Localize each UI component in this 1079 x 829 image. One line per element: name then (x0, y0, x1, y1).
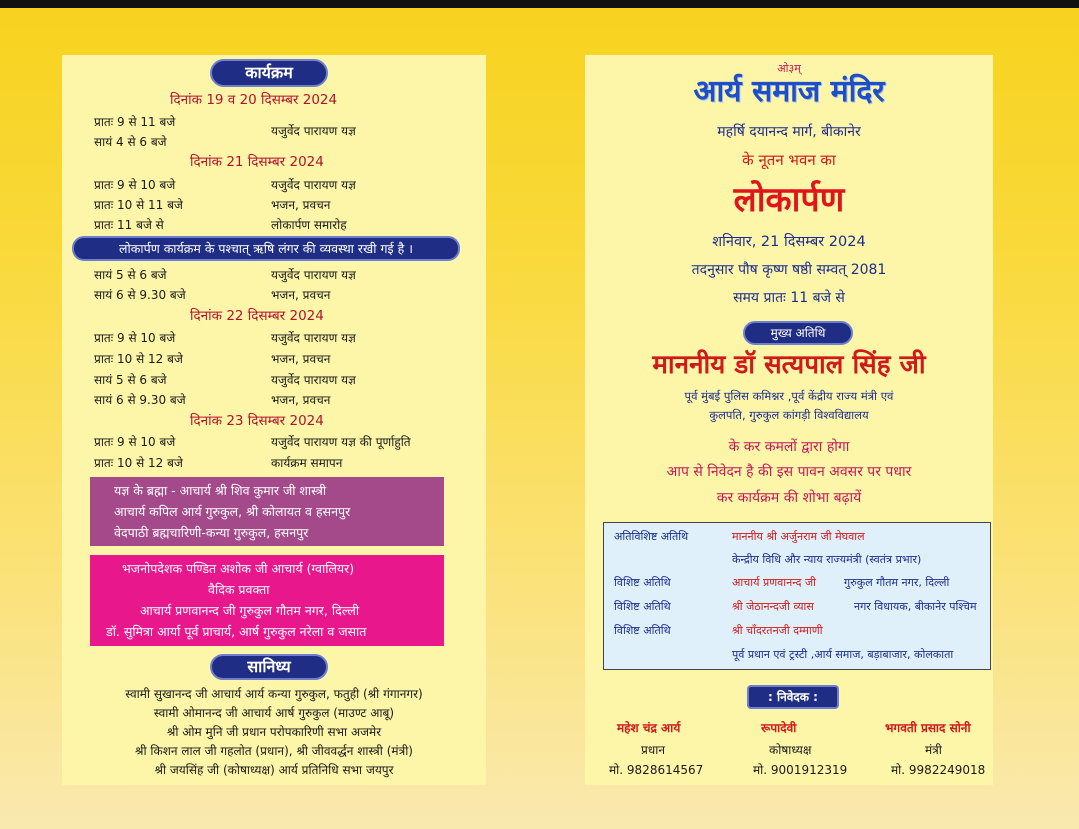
guest-name: माननीय श्री अर्जुनराम जी मेघवाल (732, 530, 865, 543)
nivedak-label: : निवेदक : (747, 685, 839, 709)
guest-role: अतिविशिष्ट अतिथि (614, 530, 689, 543)
guest-role: विशिष्ट अतिथि (614, 624, 671, 637)
guest-desc: नगर विधायक, बीकानेर पश्चिम (854, 600, 977, 613)
contact-name: रूपादेवी (761, 721, 797, 735)
schedule-time: प्रातः 9 से 10 बजे (94, 178, 176, 192)
headline: लोकार्पण (733, 180, 845, 220)
program-title: कार्यक्रम (210, 59, 328, 87)
schedule-event: भजन, प्रवचन (271, 198, 331, 212)
schedule-time: प्रातः 9 से 10 बजे (94, 331, 176, 345)
schedule-time: प्रातः 10 से 12 बजे (94, 456, 183, 470)
schedule-event: यजुर्वेद पारायण यज्ञ (271, 268, 356, 282)
contact-post: प्रधान (641, 743, 665, 757)
box-line: वैदिक प्रवक्ता (208, 582, 270, 597)
schedule-time: सायं 4 से 6 बजे (94, 135, 167, 149)
sanidhya-line: श्री किशन लाल जी गहलोत (प्रधान), श्री जीववर्द्धन शास्त्री (मंत्री) (135, 744, 413, 758)
event-date: शनिवार, 21 दिसम्बर 2024 (712, 234, 866, 250)
guest-name: श्री जेठानन्दजी व्यास (732, 600, 814, 613)
chief-guest-desc: पूर्व मुंबई पुलिस कमिश्नर ,पूर्व केंद्रीय राज्य मंत्री एवं (684, 389, 894, 403)
day1-date: दिनांक 19 व 20 दिसम्बर 2024 (170, 92, 338, 108)
sanidhya-title: सानिध्य (210, 654, 328, 680)
schedule-event: भजन, प्रवचन (271, 288, 331, 302)
guest-role: विशिष्ट अतिथि (614, 600, 671, 613)
event-time: समय प्रातः 11 बजे से (733, 290, 845, 306)
schedule-event: भजन, प्रवचन (271, 352, 331, 366)
contact-phone: मो. 9982249018 (891, 763, 986, 777)
chief-guest-label: मुख्य अतिथि (743, 321, 853, 345)
schedule-time: सायं 5 से 6 बजे (94, 373, 167, 387)
yajna-brahma-box (90, 477, 444, 546)
guest-role: विशिष्ट अतिथि (614, 576, 671, 589)
box-line: वेदपाठी ब्रह्मचारिणी-कन्या गुरुकुल, हसनपुर (114, 525, 309, 540)
day3-date: दिनांक 22 दिसम्बर 2024 (190, 308, 324, 324)
box-line: आचार्य कपिल आर्य गुरुकुल, श्री कोलायत व हसनपुर (114, 504, 351, 519)
schedule-time: प्रातः 10 से 11 बजे (94, 198, 183, 212)
sanidhya-line: श्री जयसिंह जी (कोषाध्यक्ष) आर्य प्रतिनिधि सभा जयपुर (154, 763, 394, 777)
schedule-time: प्रातः 11 बजे से (94, 218, 164, 232)
guest-desc: केन्द्रीय विधि और न्याय राज्यमंत्री (स्वतंत्र प्रभार) (732, 553, 922, 566)
om-text: ओ३म् (777, 62, 801, 75)
schedule-event: भजन, प्रवचन (271, 393, 331, 407)
box-line: डॉ. सुमित्रा आर्या पूर्व प्राचार्य, आर्ष गुरुकुल नरेला व जसात (106, 624, 367, 639)
contact-phone: मो. 9001912319 (753, 763, 848, 777)
schedule-time: सायं 6 से 9.30 बजे (94, 288, 186, 302)
schedule-event: यजुर्वेद पारायण यज्ञ (271, 373, 356, 387)
contact-name: महेश चंद्र आर्य (617, 721, 681, 735)
speakers-box (90, 555, 444, 646)
guest-name: आचार्य प्रणवानन्द जी (732, 576, 816, 589)
invitation-panel (585, 55, 993, 785)
box-line: यज्ञ के ब्रह्मा - आचार्य श्री शिव कुमार जी शास्त्री (114, 483, 327, 498)
invite-line: के कर कमलों द्वारा होगा (728, 439, 850, 455)
box-line: भजनोपदेशक पण्डित अशोक जी आचार्य (ग्वालियर) (122, 561, 355, 576)
day4-date: दिनांक 23 दिसम्बर 2024 (190, 413, 324, 429)
day2-date: दिनांक 21 दिसम्बर 2024 (190, 154, 324, 170)
sanidhya-line: स्वामी सुखानन्द जी आचार्य आर्य कन्या गुरुकुल, फतुही (श्री गंगानगर) (125, 687, 423, 701)
langar-banner: लोकार्पण कार्यक्रम के पश्चात् ऋषि लंगर की व्यवस्था रखी गई है । (72, 236, 460, 261)
contact-post: मंत्री (925, 743, 942, 757)
invite-line: कर कार्यक्रम की शोभा बढ़ायें (716, 490, 862, 506)
temple-title: आर्य समाज मंदिर (693, 74, 885, 109)
sanidhya-line: श्री ओम मुनि जी प्रधान परोपकारिणी सभा अजमेर (166, 725, 382, 739)
schedule-event: यजुर्वेद पारायण यज्ञ (271, 178, 356, 192)
guest-name: श्री चाँदरतनजी दम्माणी (732, 624, 823, 637)
schedule-event: यजुर्वेद पारायण यज्ञ की पूर्णाहुति (271, 435, 411, 449)
schedule-event: यजुर्वेद पारायण यज्ञ (271, 331, 356, 345)
guest-desc: गुरुकुल गौतम नगर, दिल्ली (844, 576, 950, 589)
contact-post: कोषाध्यक्ष (769, 743, 812, 757)
schedule-time: सायं 5 से 6 बजे (94, 268, 167, 282)
invite-line: आप से निवेदन है की इस पावन अवसर पर पधार (666, 464, 912, 480)
schedule-time: प्रातः 10 से 12 बजे (94, 352, 183, 366)
contact-name: भगवती प्रसाद सोनी (885, 721, 971, 735)
guest-desc: पूर्व प्रधान एवं ट्रस्टी ,आर्य समाज, बड़ाबाजार, कोलकाता (732, 648, 954, 661)
schedule-event: लोकार्पण समारोह (271, 218, 347, 232)
program-panel (62, 55, 486, 785)
chief-guest-desc: कुलपति, गुरुकुल कांगड़ी विश्वविद्यालय (709, 408, 869, 422)
schedule-time: प्रातः 9 से 10 बजे (94, 435, 176, 449)
guests-table (603, 522, 991, 670)
top-edge (0, 0, 1079, 8)
box-line: आचार्य प्रणवानन्द जी गुरुकुल गौतम नगर, दिल्ली (140, 603, 360, 618)
chief-guest-name: माननीय डॉ सत्यपाल सिंह जी (652, 350, 926, 380)
schedule-event: यजुर्वेद पारायण यज्ञ (271, 124, 356, 138)
contact-phone: मो. 9828614567 (609, 763, 704, 777)
schedule-time: प्रातः 9 से 11 बजे (94, 115, 176, 129)
samvat: तदनुसार पौष कृष्ण षष्ठी सम्वत् 2081 (691, 262, 887, 278)
subtitle: के नूतन भवन का (742, 151, 836, 169)
schedule-time: सायं 6 से 9.30 बजे (94, 393, 186, 407)
sanidhya-line: स्वामी ओमानन्द जी आचार्य आर्ष गुरुकुल (माउण्ट आबू) (153, 706, 395, 720)
address: महर्षि दयानन्द मार्ग, बीकानेर (717, 124, 861, 140)
schedule-event: कार्यक्रम समापन (271, 456, 343, 470)
